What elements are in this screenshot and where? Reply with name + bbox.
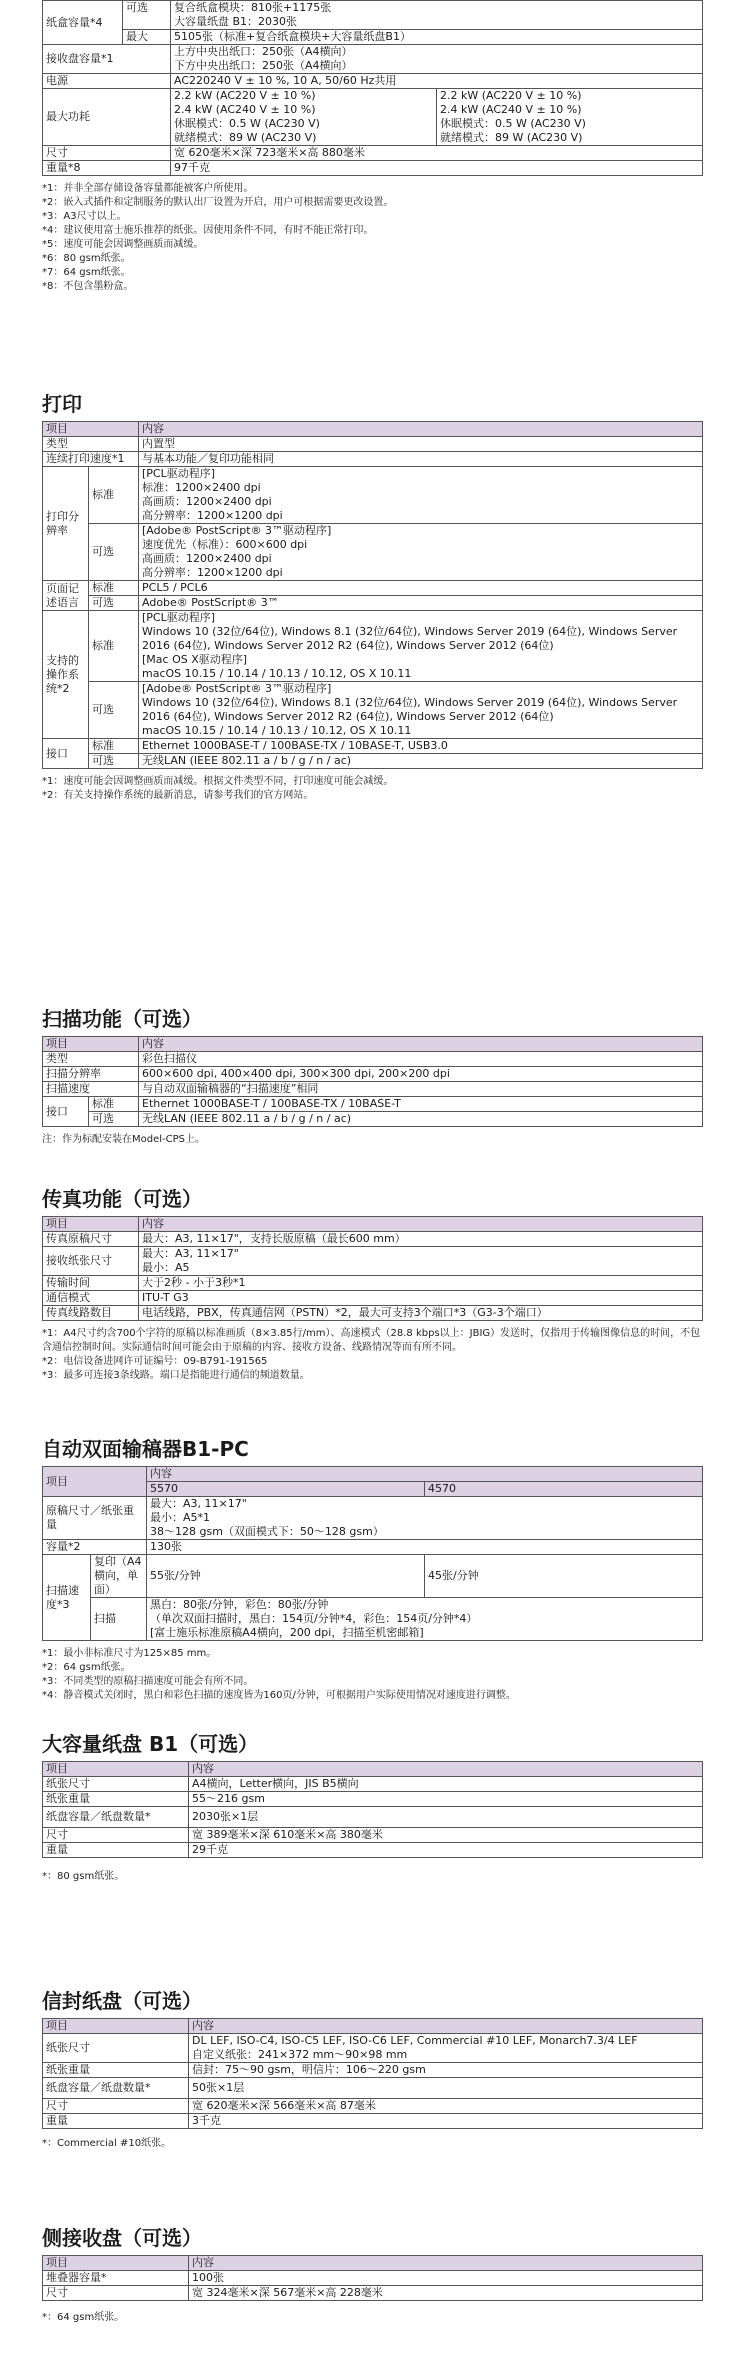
section-title: 打印 <box>42 392 82 416</box>
side-tray-notes <box>42 2311 702 2325</box>
table-row <box>43 1067 703 1082</box>
row-value: ITU-T G3 <box>139 1291 703 1306</box>
row-value: [Adobe® PostScript® 3™驱动程序] 速度优先（标准）：600×600 dpi 高画质：1200×2400 dpi 高分辨率：1200×1200 dpi <box>139 524 703 581</box>
table-row <box>43 1306 703 1321</box>
row-label: 类型 <box>43 1052 139 1067</box>
row-label: 打印分辨率 <box>43 467 89 581</box>
table-row <box>43 1843 703 1858</box>
note: *3：不同类型的原稿扫描速度可能会有所不同。 <box>42 1676 254 1687</box>
header-content: 内容 <box>139 422 703 437</box>
row-value: 彩色扫描仪 <box>139 1052 703 1067</box>
top-spec-table <box>42 0 703 176</box>
row-label: 扫描速度 <box>43 1082 139 1097</box>
table-row <box>43 1291 703 1306</box>
table-row <box>43 2034 703 2063</box>
row-value: [PCL驱动程序] Windows 10 (32位/64位), Windows 8.1 (32位/64位), Windows Server 2019 (64位), Windows Server 2016 (64位), Windows Server 2012 R2 (64位), Windows Server 2012 (64位) [Mac OS X驱动程序] macOS 10.15 / 10.14 / 10.13 / 10.12, OS X 10.11 <box>139 611 703 682</box>
row-label: 扫描分辨率 <box>43 1067 139 1082</box>
table-row <box>43 1 703 30</box>
row-value: 上方中央出纸口：250张（A4横向） 下方中央出纸口：250张（A4横向） <box>171 45 703 74</box>
header-item: 项目 <box>43 2019 189 2034</box>
row-value: 与基本功能／复印功能相同 <box>139 452 703 467</box>
row-value: AC220240 V ± 10 %, 10 A, 50/60 Hz共用 <box>171 74 703 89</box>
header-content: 内容 <box>189 2256 703 2271</box>
note: *：80 gsm纸张。 <box>42 1871 125 1882</box>
table-row <box>43 161 703 176</box>
header-item: 项目 <box>43 1762 189 1777</box>
row-sublabel: 标准 <box>89 611 139 682</box>
section-title: 侧接收盘（可选） <box>42 2226 202 2250</box>
row-value: 宽 620毫米×深 723毫米×高 880毫米 <box>171 146 703 161</box>
row-value: 2030张×1层 <box>189 1807 703 1828</box>
row-value: 宽 324毫米×深 567毫米×高 228毫米 <box>189 2286 703 2301</box>
row-label: 页面记述语言 <box>43 581 89 611</box>
row-value: 无线LAN (IEEE 802.11 a / b / g / n / ac) <box>139 754 703 769</box>
note: *：64 gsm纸张。 <box>42 2312 125 2323</box>
row-value: Ethernet 1000BASE-T / 100BASE-TX / 10BASE-T, USB3.0 <box>139 739 703 754</box>
top-spec-section <box>42 0 702 294</box>
table-row <box>43 1097 703 1112</box>
row-sublabel: 标准 <box>89 467 139 524</box>
section-title: 信封纸盘（可选） <box>42 1989 202 2013</box>
model-4570: 4570 <box>425 1482 703 1497</box>
table-row <box>43 45 703 74</box>
table-row <box>43 1276 703 1291</box>
row-value: 29千克 <box>189 1843 703 1858</box>
section-title: 自动双面输稿器B1-PC <box>42 1437 249 1461</box>
note: *3：A3尺寸以上。 <box>42 211 127 222</box>
row-value: A4横向，Letter横向，JIS B5横向 <box>189 1777 703 1792</box>
fax-section <box>42 1183 702 1383</box>
row-sublabel: 可选 <box>89 1112 139 1127</box>
section-title: 传真功能（可选） <box>42 1187 202 1211</box>
row-value: Ethernet 1000BASE-T / 100BASE-TX / 10BASE-T <box>139 1097 703 1112</box>
row-label: 传输时间 <box>43 1276 139 1291</box>
section-title: 扫描功能（可选） <box>42 1007 202 1031</box>
row-label: 原稿尺寸／纸张重量 <box>43 1497 147 1540</box>
note: 注：作为标配安装在Model-CPS上。 <box>42 1134 205 1145</box>
row-value: 130张 <box>147 1540 703 1555</box>
header-content: 内容 <box>189 2019 703 2034</box>
row-label: 尺寸 <box>43 146 171 161</box>
envelope-section <box>42 1985 702 2151</box>
row-value: 3千克 <box>189 2114 703 2129</box>
table-row <box>43 2063 703 2078</box>
row-label: 接收纸张尺寸 <box>43 1247 139 1276</box>
hcf-section <box>42 1728 702 1884</box>
table-header <box>43 1037 703 1052</box>
row-label: 纸盒容量*4 <box>43 1 123 45</box>
header-content: 内容 <box>139 1217 703 1232</box>
note: *3：最多可连接3条线路。端口是指能进行通信的频道数量。 <box>42 1370 310 1381</box>
note: *7：64 gsm纸张。 <box>42 267 131 278</box>
row-label: 重量*8 <box>43 161 171 176</box>
row-value: [Adobe® PostScript® 3™驱动程序] Windows 10 (32位/64位), Windows 8.1 (32位/64位), Windows Server 2019 (64位), Windows Server 2016 (64位), Windows Server 2012 R2 (64位), Windows Server 2012 (64位) macOS 10.15 / 10.14 / 10.13 / 10.12, OS X 10.11 <box>139 682 703 739</box>
fax-notes <box>42 1327 702 1383</box>
table-row <box>43 1112 703 1127</box>
row-value-2: 45张/分钟 <box>425 1555 703 1598</box>
row-label: 重量 <box>43 1843 189 1858</box>
table-row <box>43 2114 703 2129</box>
row-label: 接口 <box>43 1097 89 1127</box>
row-sublabel: 扫描 <box>91 1598 147 1641</box>
table-row <box>43 2078 703 2099</box>
row-sublabel: 可选 <box>89 596 139 611</box>
row-value: 100张 <box>189 2271 703 2286</box>
side-tray-section <box>42 2222 702 2325</box>
row-label: 类型 <box>43 437 139 452</box>
table-row <box>43 1052 703 1067</box>
table-header <box>43 1762 703 1777</box>
row-label: 电源 <box>43 74 171 89</box>
row-sublabel: 可选 <box>123 1 171 30</box>
row-sublabel: 标准 <box>89 581 139 596</box>
row-value: 大于2秒 - 小于3秒*1 <box>139 1276 703 1291</box>
table-row <box>43 1598 703 1641</box>
row-value: PCL5 / PCL6 <box>139 581 703 596</box>
row-label: 尺寸 <box>43 2286 189 2301</box>
row-label: 纸盘容量／纸盘数量* <box>43 1807 189 1828</box>
row-label: 传真线路数目 <box>43 1306 139 1321</box>
table-row <box>43 682 703 739</box>
note: *6：80 gsm纸张。 <box>42 253 131 264</box>
table-row <box>43 1497 703 1540</box>
hcf-table <box>42 1761 703 1858</box>
table-row <box>43 2286 703 2301</box>
row-value: 与自动双面输稿器的“扫描速度”相同 <box>139 1082 703 1097</box>
model-5570: 5570 <box>147 1482 425 1497</box>
table-row <box>43 611 703 682</box>
hcf-notes <box>42 1870 702 1884</box>
table-row <box>43 2271 703 2286</box>
row-sublabel: 标准 <box>89 739 139 754</box>
row-value: 55～216 gsm <box>189 1792 703 1807</box>
table-row <box>43 739 703 754</box>
row-label: 连续打印速度*1 <box>43 452 139 467</box>
row-value: 最大：A3, 11×17" 最小：A5 <box>139 1247 703 1276</box>
row-value: 无线LAN (IEEE 802.11 a / b / g / n / ac) <box>139 1112 703 1127</box>
note: *1：速度可能会因调整画质而减缓。根据文件类型不同，打印速度可能会减缓。 <box>42 776 394 787</box>
table-row <box>43 1828 703 1843</box>
table-row <box>43 524 703 581</box>
note: *4：建议使用富士施乐推荐的纸张。因使用条件不同，有时不能正常打印。 <box>42 225 374 236</box>
adf-section <box>42 1433 702 1703</box>
note: *5：速度可能会因调整画质而减缓。 <box>42 239 204 250</box>
table-row <box>43 1777 703 1792</box>
table-row <box>43 74 703 89</box>
row-value: 最大：A3, 11×17" 最小：A5*1 38～128 gsm（双面模式下：50～128 gsm） <box>147 1497 703 1540</box>
header-item: 项目 <box>43 1467 147 1497</box>
scan-section <box>42 1003 702 1147</box>
row-label: 纸盘容量／纸盘数量* <box>43 2078 189 2099</box>
row-value: 5105张（标准+复合纸盒模块+大容量纸盘B1） <box>171 30 703 45</box>
row-label: 传真原稿尺寸 <box>43 1232 139 1247</box>
table-row <box>43 1540 703 1555</box>
table-header <box>43 1217 703 1232</box>
row-value: 复合纸盒模块：810张+1175张 大容量纸盘 B1：2030张 <box>171 1 703 30</box>
row-label: 扫描速度*3 <box>43 1555 91 1641</box>
table-row <box>43 146 703 161</box>
table-row <box>43 1555 703 1598</box>
envelope-table <box>42 2018 703 2129</box>
print-table <box>42 421 703 769</box>
row-value: 电话线路，PBX，传真通信网（PSTN）*2，最大可支持3个端口*3（G3-3个端口） <box>139 1306 703 1321</box>
scan-table <box>42 1036 703 1127</box>
note: *：Commercial #10纸张。 <box>42 2138 172 2149</box>
note: *2：电信设备进网许可证编号：09-B791-191565 <box>42 1356 268 1367</box>
table-row <box>43 581 703 596</box>
row-value: 宽 620毫米×深 566毫米×高 87毫米 <box>189 2099 703 2114</box>
section-title: 大容量纸盘 B1（可选） <box>42 1732 259 1756</box>
envelope-notes <box>42 2137 702 2151</box>
row-value: Adobe® PostScript® 3™ <box>139 596 703 611</box>
header-item: 项目 <box>43 2256 189 2271</box>
row-label: 尺寸 <box>43 2099 189 2114</box>
print-section <box>42 388 702 803</box>
table-row <box>43 437 703 452</box>
note: *8：不包含墨粉盒。 <box>42 281 134 292</box>
table-row <box>43 1247 703 1276</box>
row-label: 堆叠器容量* <box>43 2271 189 2286</box>
table-row <box>43 1232 703 1247</box>
header-content: 内容 <box>189 1762 703 1777</box>
note: *1：A4尺寸约含700个字符的原稿以标准画质（8×3.85行/mm）、高速模式（28.8 kbps以上：JBIG）发送时，仅指用于传输图像信息的时间，不包含通信控制时间。实际通信时间可能会由于原稿的内容、接收方设备、线路情况等而有所不同。 <box>42 1328 701 1353</box>
table-row <box>43 452 703 467</box>
table-row <box>43 2099 703 2114</box>
table-row <box>43 30 703 45</box>
row-label: 纸张重量 <box>43 1792 189 1807</box>
table-header <box>43 422 703 437</box>
row-sublabel: 最大 <box>123 30 171 45</box>
row-value: 最大：A3, 11×17"，支持长版原稿（最长600 mm） <box>139 1232 703 1247</box>
header-item: 项目 <box>43 1037 139 1052</box>
top-notes <box>42 182 702 294</box>
row-sublabel: 可选 <box>89 524 139 581</box>
header-item: 项目 <box>43 422 139 437</box>
note: *2：有关支持操作系统的最新消息，请参考我们的官方网站。 <box>42 790 314 801</box>
table-row <box>43 467 703 524</box>
header-content: 内容 <box>139 1037 703 1052</box>
scan-notes <box>42 1133 702 1147</box>
note: *2：64 gsm纸张。 <box>42 1662 131 1673</box>
row-label: 尺寸 <box>43 1828 189 1843</box>
row-value: 宽 389毫米×深 610毫米×高 380毫米 <box>189 1828 703 1843</box>
row-value: 2.2 kW (AC220 V ± 10 %) 2.4 kW (AC240 V ± 10 %) 休眠模式：0.5 W (AC230 V) 就绪模式：89 W (AC230 V) <box>171 89 437 146</box>
row-label: 容量*2 <box>43 1540 147 1555</box>
table-header <box>43 2019 703 2034</box>
row-label: 支持的操作系统*2 <box>43 611 89 739</box>
row-value: 内置型 <box>139 437 703 452</box>
header-content: 内容 <box>147 1467 703 1482</box>
print-notes <box>42 775 702 803</box>
row-sublabel: 复印（A4横向，单面） <box>91 1555 147 1598</box>
table-row <box>43 596 703 611</box>
row-value: 97千克 <box>171 161 703 176</box>
table-row <box>43 1792 703 1807</box>
row-label: 纸张尺寸 <box>43 2034 189 2063</box>
row-value: 600×600 dpi, 400×400 dpi, 300×300 dpi, 200×200 dpi <box>139 1067 703 1082</box>
row-value: 信封：75～90 gsm，明信片：106～220 gsm <box>189 2063 703 2078</box>
table-header <box>43 1467 703 1482</box>
fax-table <box>42 1216 703 1321</box>
row-label: 重量 <box>43 2114 189 2129</box>
table-row <box>43 89 703 146</box>
row-label: 最大功耗 <box>43 89 171 146</box>
row-sublabel: 可选 <box>89 754 139 769</box>
row-value: 50张×1层 <box>189 2078 703 2099</box>
table-header <box>43 2256 703 2271</box>
note: *4：静音模式关闭时，黑白和彩色扫描的速度皆为160页/分钟，可根据用户实际使用情况对速度进行调整。 <box>42 1690 516 1701</box>
table-row <box>43 1807 703 1828</box>
side-tray-table <box>42 2255 703 2301</box>
row-sublabel: 可选 <box>89 682 139 739</box>
row-label: 通信模式 <box>43 1291 139 1306</box>
header-item: 项目 <box>43 1217 139 1232</box>
row-value: [PCL驱动程序] 标准：1200×2400 dpi 高画质：1200×2400 dpi 高分辨率：1200×1200 dpi <box>139 467 703 524</box>
note: *1：最小非标准尺寸为125×85 mm。 <box>42 1648 217 1659</box>
adf-table <box>42 1466 703 1641</box>
row-value: DL LEF, ISO-C4, ISO-C5 LEF, ISO-C6 LEF, Commercial #10 LEF, Monarch7.3/4 LEF 自定义纸张：241×372 mm～90×98 mm <box>189 2034 703 2063</box>
row-label: 接收盘容量*1 <box>43 45 171 74</box>
row-label: 纸张尺寸 <box>43 1777 189 1792</box>
row-value: 黑白：80张/分钟，彩色：80张/分钟 （单次双面扫描时，黑白：154页/分钟*4，彩色：154页/分钟*4） [富士施乐标准原稿A4横向，200 dpi，扫描至机密邮箱] <box>147 1598 703 1641</box>
note: *2：嵌入式插件和定制服务的默认出厂设置为开启，用户可根据需要更改设置。 <box>42 197 394 208</box>
row-value: 55张/分钟 <box>147 1555 425 1598</box>
table-row <box>43 1082 703 1097</box>
adf-notes <box>42 1647 702 1703</box>
row-value-2: 2.2 kW (AC220 V ± 10 %) 2.4 kW (AC240 V ± 10 %) 休眠模式：0.5 W (AC230 V) 就绪模式：89 W (AC230 V) <box>437 89 703 146</box>
row-label: 接口 <box>43 739 89 769</box>
row-sublabel: 标准 <box>89 1097 139 1112</box>
row-label: 纸张重量 <box>43 2063 189 2078</box>
table-row <box>43 754 703 769</box>
note: *1：并非全部存储设备容量都能被客户所使用。 <box>42 183 254 194</box>
